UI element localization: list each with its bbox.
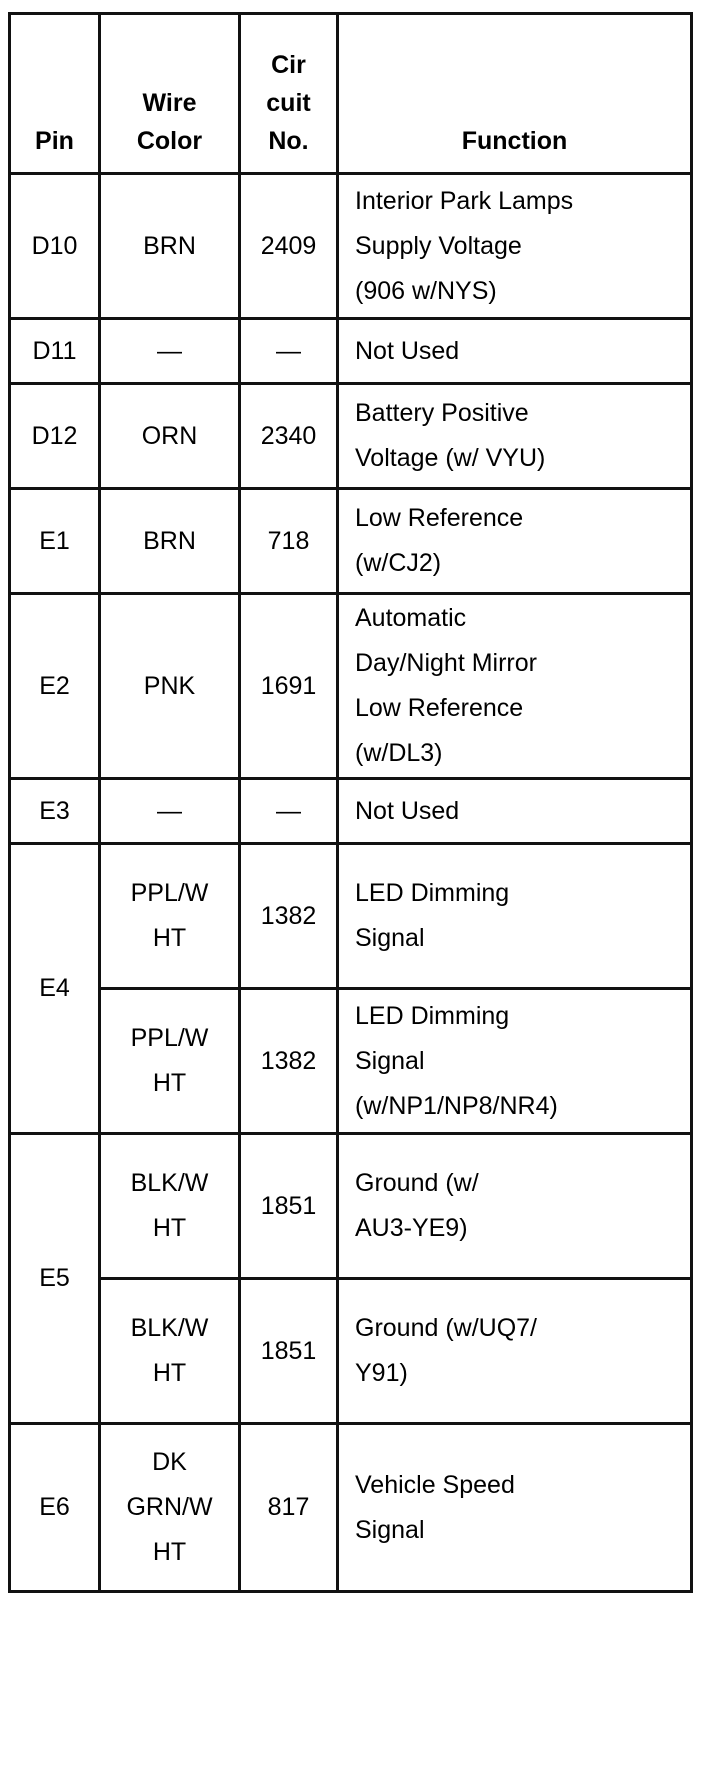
circuit-cell: 1691 [240, 594, 338, 779]
header-circuit-no: Cir cuit No. [240, 14, 338, 174]
function-cell: Ground (w/UQ7/ Y91) [338, 1279, 692, 1424]
pin-cell: D10 [10, 174, 100, 319]
connector-pinout-table [8, 12, 693, 1593]
table-row [10, 489, 692, 594]
header-row [10, 14, 692, 174]
circuit-cell: 1382 [240, 989, 338, 1134]
function-cell: Ground (w/ AU3-YE9) [338, 1134, 692, 1279]
table-row [10, 844, 692, 989]
circuit-cell: 718 [240, 489, 338, 594]
pin-cell: E4 [10, 844, 100, 1134]
pin-cell: E6 [10, 1424, 100, 1592]
wire-color-cell: BRN [100, 174, 240, 319]
function-cell: Vehicle Speed Signal [338, 1424, 692, 1592]
table-row [10, 174, 692, 319]
function-cell: Battery Positive Voltage (w/ VYU) [338, 384, 692, 489]
circuit-cell: 817 [240, 1424, 338, 1592]
table-row [10, 779, 692, 844]
pin-cell: D12 [10, 384, 100, 489]
circuit-cell: 2340 [240, 384, 338, 489]
wire-color-cell: BRN [100, 489, 240, 594]
header-wire-color: Wire Color [100, 14, 240, 174]
wire-color-cell: — [100, 779, 240, 844]
circuit-cell: — [240, 319, 338, 384]
function-cell: LED Dimming Signal [338, 844, 692, 989]
table-row [10, 319, 692, 384]
circuit-cell: 2409 [240, 174, 338, 319]
function-cell: LED Dimming Signal (w/NP1/NP8/NR4) [338, 989, 692, 1134]
circuit-cell: 1851 [240, 1279, 338, 1424]
circuit-cell: 1382 [240, 844, 338, 989]
header-pin: Pin [10, 14, 100, 174]
table-row [10, 1279, 692, 1424]
table-row [10, 384, 692, 489]
header-function: Function [338, 14, 692, 174]
pin-cell: D11 [10, 319, 100, 384]
table-row [10, 1424, 692, 1592]
wire-color-cell: BLK/W HT [100, 1134, 240, 1279]
pin-cell: E5 [10, 1134, 100, 1424]
wire-color-cell: PPL/W HT [100, 844, 240, 989]
pin-cell: E3 [10, 779, 100, 844]
circuit-cell: — [240, 779, 338, 844]
pin-cell: E2 [10, 594, 100, 779]
function-cell: Low Reference (w/CJ2) [338, 489, 692, 594]
pin-cell: E1 [10, 489, 100, 594]
circuit-cell: 1851 [240, 1134, 338, 1279]
wire-color-cell: BLK/W HT [100, 1279, 240, 1424]
table-row [10, 1134, 692, 1279]
wire-color-cell: DK GRN/W HT [100, 1424, 240, 1592]
function-cell: Not Used [338, 779, 692, 844]
function-cell: Interior Park Lamps Supply Voltage (906 w/NYS) [338, 174, 692, 319]
wire-color-cell: ORN [100, 384, 240, 489]
wire-color-cell: PNK [100, 594, 240, 779]
wire-color-cell: PPL/W HT [100, 989, 240, 1134]
function-cell: Automatic Day/Night Mirror Low Reference (w/DL3) [338, 594, 692, 779]
function-cell: Not Used [338, 319, 692, 384]
wire-color-cell: — [100, 319, 240, 384]
table-row [10, 594, 692, 779]
table-row [10, 989, 692, 1134]
